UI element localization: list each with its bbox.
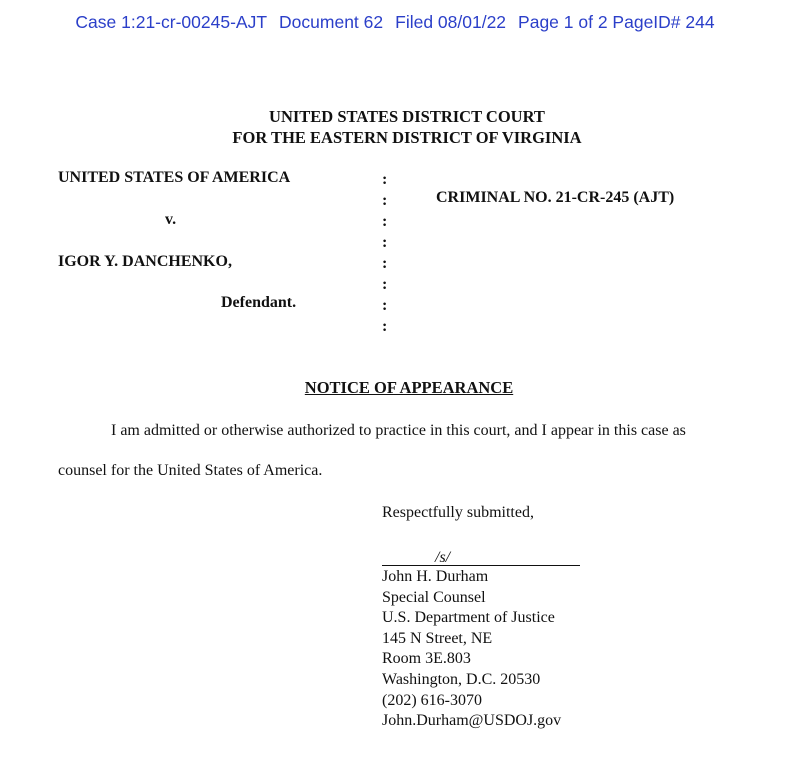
case-number: Case 1:21-cr-00245-AJT [75, 12, 268, 32]
criminal-case-number: CRIMINAL NO. 21-CR-245 (AJT) [436, 189, 675, 206]
signer-phone: (202) 616-3070 [382, 691, 482, 709]
caption-colon: : [382, 234, 388, 251]
page-info: Page 1 of 2 PageID# 244 [518, 12, 715, 32]
signature-line [382, 546, 580, 566]
signer-city: Washington, D.C. 20530 [382, 670, 541, 688]
caption-colon: : [382, 318, 388, 335]
court-name: UNITED STATES DISTRICT COURT [269, 107, 545, 126]
defendant-name: IGOR Y. DANCHENKO, [58, 253, 232, 270]
plaintiff-name: UNITED STATES OF AMERICA [58, 169, 291, 186]
ecf-header-stamp [0, 12, 790, 33]
court-heading [0, 106, 790, 148]
signer-street: 145 N Street, NE [382, 629, 493, 647]
caption-colon: : [382, 213, 388, 230]
notice-body-line-2: counsel for the United States of America. [58, 462, 323, 479]
caption-colon: : [382, 297, 388, 314]
document-number: Document 62 [279, 12, 384, 32]
caption-colon: : [382, 192, 388, 209]
signer-room: Room 3E.803 [382, 650, 471, 668]
notice-body-line-1: I am admitted or otherwise authorized to practice in this court, and I appear in this case as [111, 422, 686, 439]
closing-text: Respectfully submitted, [382, 504, 534, 521]
caption-colon: : [382, 276, 388, 293]
caption-colon: : [382, 255, 388, 272]
electronic-signature: /s/ [435, 549, 451, 566]
signer-info [382, 567, 580, 732]
signer-title: Special Counsel [382, 588, 486, 606]
document-title: NOTICE OF APPEARANCE [304, 378, 514, 397]
court-district: FOR THE EASTERN DISTRICT OF VIRGINIA [232, 128, 582, 147]
defendant-label: Defendant. [221, 294, 297, 311]
signer-email: John.Durham@USDOJ.gov [382, 712, 562, 730]
caption-colon: : [382, 171, 388, 188]
caption-colon-column [382, 169, 392, 337]
filed-date: Filed 08/01/22 [395, 12, 507, 32]
signature-block [382, 504, 580, 732]
signer-name: John H. Durham [382, 568, 489, 585]
versus-label: v. [165, 211, 177, 228]
signer-department: U.S. Department of Justice [382, 609, 555, 627]
